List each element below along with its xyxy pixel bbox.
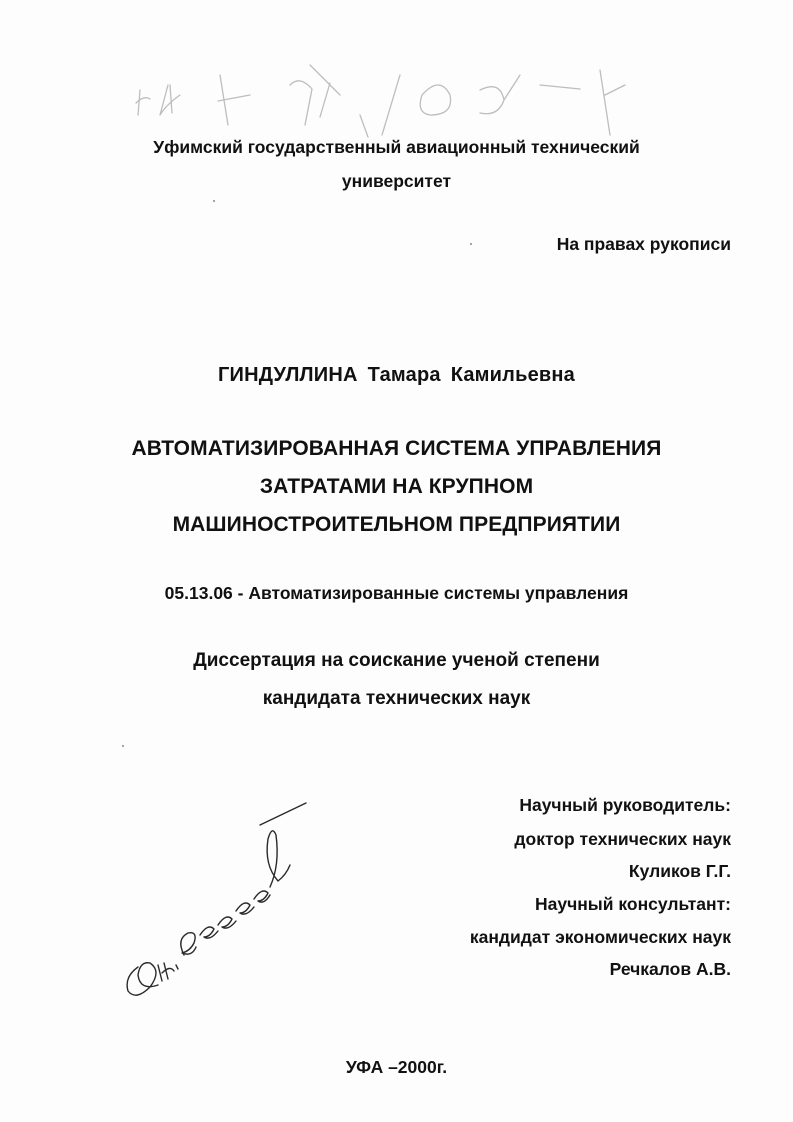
supervisor-degree: доктор технических наук: [514, 829, 731, 849]
dissertation-line2: кандидата технических наук: [262, 688, 531, 709]
specialty-code: 05.13.06 - Автоматизированные системы управления: [164, 583, 629, 603]
rights-note: На правах рукописи: [556, 234, 731, 254]
consultant-label: Научный консультант:: [534, 894, 731, 914]
dissertation-line1: Диссертация на соискание ученой степени: [193, 650, 600, 671]
thesis-title-line2: ЗАТРАТАМИ НА КРУПНОМ: [259, 475, 534, 498]
thesis-title-line3: МАШИНОСТРОИТЕЛЬНОМ ПРЕДПРИЯТИИ: [172, 513, 621, 536]
university-name-line2: университет: [341, 171, 452, 191]
signature-icon: [110, 795, 310, 1005]
consultant-degree: кандидат экономических наук: [469, 927, 731, 947]
scan-speck: [213, 200, 215, 202]
author-surname: ГИНДУЛЛИНА: [218, 364, 358, 386]
consultant-name: Речкалов А.В.: [609, 959, 731, 979]
author-patronymic: Камильевна: [450, 364, 575, 386]
scan-speck: [122, 745, 124, 747]
supervisor-label: Научный руководитель:: [519, 795, 731, 815]
author-first-name: Тамара: [367, 364, 441, 386]
author-name: [0, 364, 793, 387]
thesis-title-line1: АВТОМАТИЗИРОВАННАЯ СИСТЕМА УПРАВЛЕНИЯ: [131, 437, 662, 460]
university-name-line1: Уфимский государственный авиационный технический: [153, 137, 640, 157]
pencil-mark-icon: [100, 55, 660, 145]
supervisor-name: Куликов Г.Г.: [628, 861, 731, 881]
city-year: УФА –2000г.: [345, 1057, 448, 1077]
scan-speck: [470, 243, 472, 245]
